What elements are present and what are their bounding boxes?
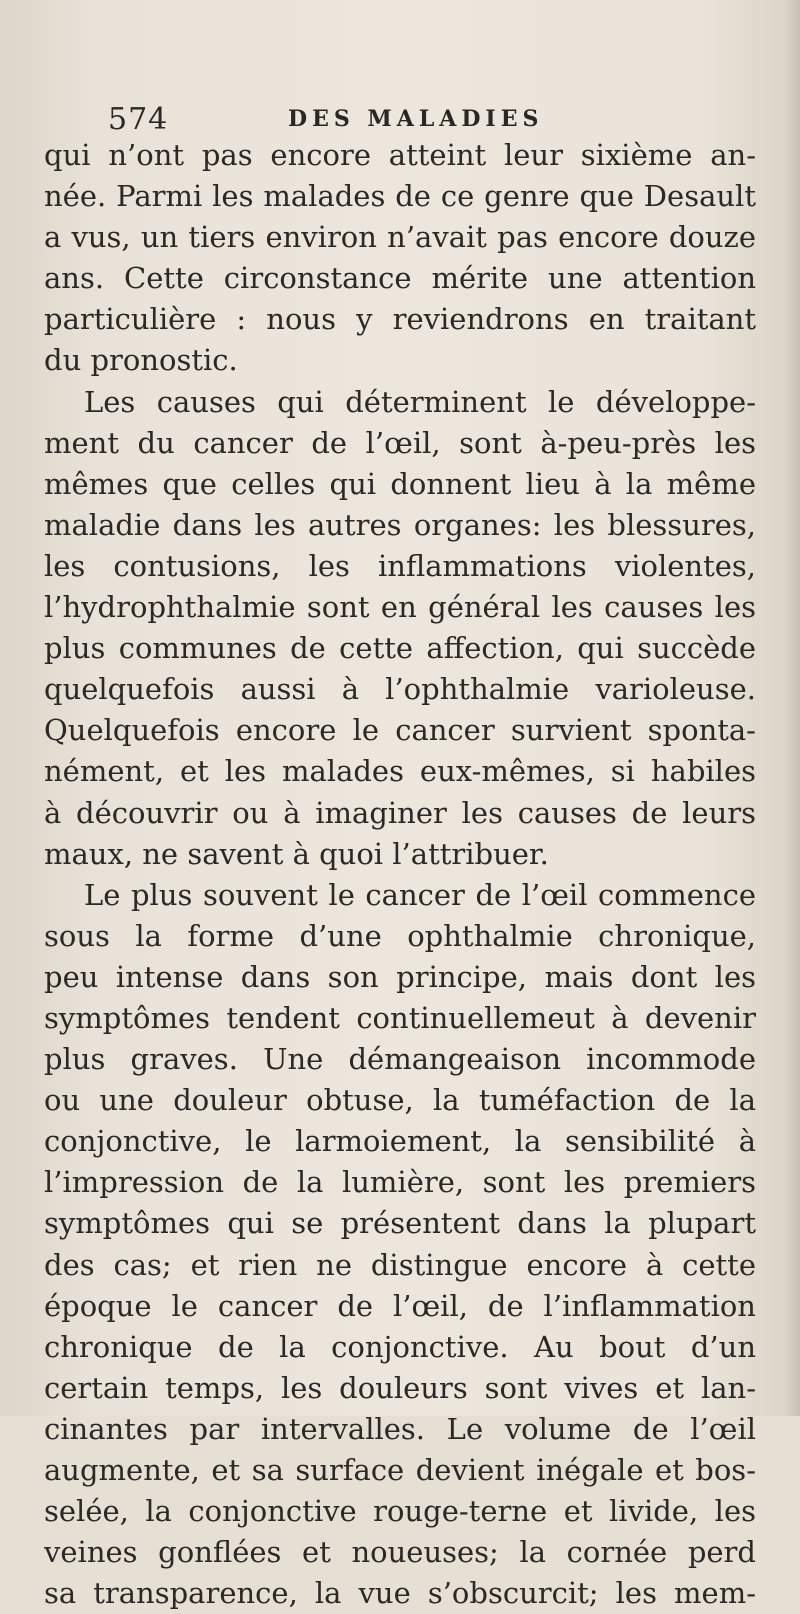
text-line: qui n’ont pas encore atteint leur sixième an-	[44, 138, 756, 172]
text-line: plus communes de cette affection, qui succède	[44, 631, 756, 666]
text-line: plus graves. Une démangeaison incommode	[44, 1042, 756, 1077]
text-line: veines gonflées et noueuses; la cornée perd	[44, 1535, 756, 1570]
text-line: symptômes tendent continuellemeut à devenir	[44, 1000, 756, 1035]
body-text	[44, 135, 756, 1614]
text-line: maladie dans les autres organes: les blessures,	[44, 507, 756, 542]
text-line: née. Parmi les malades de ce genre que Desault	[44, 179, 756, 214]
text-line: certain temps, les douleurs sont vives et lan-	[44, 1370, 756, 1405]
text-line: sa transparence, la vue s’obscurcit; les mem-	[44, 1576, 756, 1611]
text-line: ans. Cette circonstance mérite une attention	[44, 261, 756, 296]
paragraph-start-line: Les causes qui déterminent le développe-	[84, 384, 756, 419]
text-line: des cas; et rien ne distingue encore à cette	[44, 1247, 756, 1282]
text-line: quelquefois aussi à l’ophthalmie varioleuse.	[44, 672, 756, 707]
text-line: du pronostic.	[44, 343, 238, 378]
text-line: sous la forme d’une ophthalmie chronique,	[44, 918, 756, 953]
paragraph-start-line: Le plus souvent le cancer de l’œil commence	[84, 877, 756, 912]
text-line: a vus, un tiers environ n’avait pas encore douze	[44, 220, 756, 255]
page-edge-shadow	[786, 0, 800, 1416]
text-line: ou une douleur obtuse, la tuméfaction de la	[44, 1083, 756, 1118]
text-line: mêmes que celles qui donnent lieu à la même	[44, 466, 756, 501]
text-line: cinantes par intervalles. Le volume de l’œil	[44, 1411, 756, 1446]
text-line: l’hydrophthalmie sont en général les causes les	[44, 590, 756, 625]
text-line: chronique de la conjonctive. Au bout d’un	[44, 1329, 756, 1364]
text-line: conjonctive, le larmoiement, la sensibilité à	[44, 1124, 756, 1159]
text-line: à découvrir ou à imaginer les causes de leurs	[44, 795, 756, 830]
text-line: selée, la conjonctive rouge-terne et livide, les	[44, 1494, 756, 1529]
text-line: augmente, et sa surface devient inégale et bos-	[44, 1453, 756, 1487]
running-head: DES MALADIES	[288, 106, 544, 132]
text-line: peu intense dans son principe, mais dont les	[44, 959, 756, 994]
text-line: l’impression de la lumière, sont les premiers	[44, 1165, 756, 1200]
text-line: particulière : nous y reviendrons en traitant	[44, 302, 756, 337]
text-line: ment du cancer de l’œil, sont à-peu-près les	[44, 425, 756, 460]
text-line: époque le cancer de l’œil, de l’inflammation	[44, 1288, 756, 1323]
text-line: Quelquefois encore le cancer survient sponta-	[44, 713, 756, 748]
text-line: nément, et les malades eux-mêmes, si habiles	[44, 754, 756, 789]
text-line: les contusions, les inflammations violentes,	[44, 548, 756, 583]
text-line: symptômes qui se présentent dans la plupart	[44, 1206, 756, 1241]
text-line: maux, ne savent à quoi l’attribuer.	[44, 836, 549, 871]
page-number: 574	[108, 102, 169, 137]
